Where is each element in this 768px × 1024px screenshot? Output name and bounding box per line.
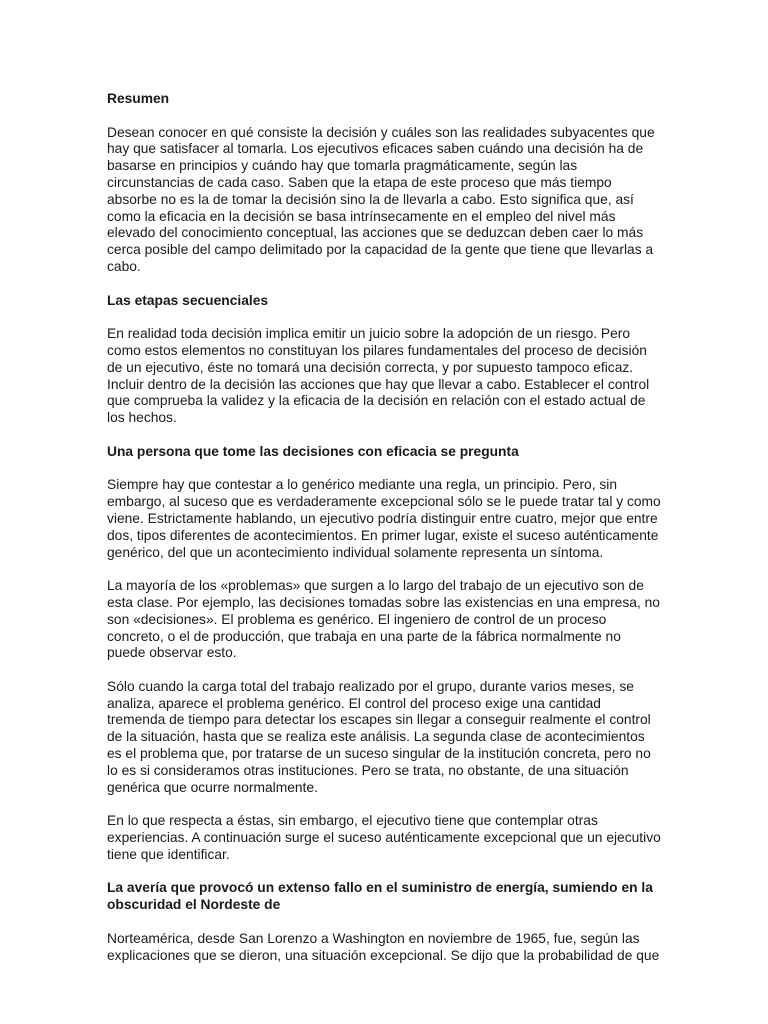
section-heading-averia: La avería que provocó un extenso fallo en el suministro de energía, sumiendo en la obscuridad el Nordeste de (107, 880, 653, 913)
section-heading-resumen: Resumen (107, 91, 170, 106)
paragraph: Desean conocer en qué consiste la decisión y cuáles son las realidades subyacentes que hay que satisfacer al tomarla. Los ejecutivos eficaces saben cuándo una decisión ha de basarse en principios y cuándo hay que tomarla pragmáticamente, según las circunstancias de cada caso. Saben que la etapa de este proceso que más tiempo absorbe no es la de tomar la decisión sino la de llevarla a cabo. Esto significa que, así como la eficacia en la decisión se basa intrínsecamente en el empleo del nivel más elevado del conocimiento conceptual, las acciones que se deduzcan deben caer lo más cerca posible del campo delimitado por la capacidad de la gente que tiene que llevarlas a cabo. (107, 124, 655, 274)
paragraph: Siempre hay que contestar a lo genérico mediante una regla, un principio. Pero, sin embargo, al suceso que es verdaderamente excepcional sólo se le puede tratar tal y como viene. Estrictamente hablando, un ejecutivo podría distinguir entre cuatro, mejor que entre dos, tipos diferentes de acontecimientos. En primer lugar, existe el suceso auténticamente genérico, del que un acontecimiento individual solamente representa un síntoma. (107, 477, 661, 560)
paragraph: En realidad toda decisión implica emitir un juicio sobre la adopción de un riesgo. Pero como estos elementos no constituyan los pilares fundamentales del proceso de decisión de un ejecutivo, éste no tomará una decisión correcta, y por supuesto tampoco eficaz. Incluir dentro de la decisión las acciones que hay que llevar a cabo. Establecer el control que comprueba la validez y la eficacia de la decisión en relación con el estado actual de los hechos. (107, 326, 650, 426)
paragraph: La mayoría de los «problemas» que surgen a lo largo del trabajo de un ejecutivo son de esta clase. Por ejemplo, las decisiones tomadas sobre las existencias en una empresa, no son «decisiones». El problema es genérico. El ingeniero de control de un proceso concreto, o el de producción, que trabaja en una parte de la fábrica normalmente no puede observar esto. (107, 578, 660, 661)
paragraph: Norteamérica, desde San Lorenzo a Washington en noviembre de 1965, fue, según las explicaciones que se dieron, una situación excepcional. Se dijo que la probabilidad de que (107, 930, 660, 963)
paragraph: Sólo cuando la carga total del trabajo realizado por el grupo, durante varios meses, se analiza, aparece el problema genérico. El control del proceso exige una cantidad tremenda de tiempo para detectar los escapes sin llegar a conseguir realmente el control de la situación, hasta que se realiza este análisis. La segunda clase de acontecimientos es el problema que, por tratarse de un suceso singular de la institución concreta, pero no lo es si consideramos otras instituciones. Pero se trata, no obstante, de una situación genérica que ocurre normalmente. (107, 678, 651, 795)
paragraph: En lo que respecta a éstas, sin embargo, el ejecutivo tiene que contemplar otras experiencias. A continuación surge el suceso auténticamente excepcional que un ejecutivo tiene que identificar. (107, 813, 661, 862)
section-heading-etapas: Las etapas secuenciales (107, 292, 269, 308)
document-page (107, 91, 663, 964)
section-heading-persona: Una persona que tome las decisiones con eficacia se pregunta (107, 443, 519, 459)
